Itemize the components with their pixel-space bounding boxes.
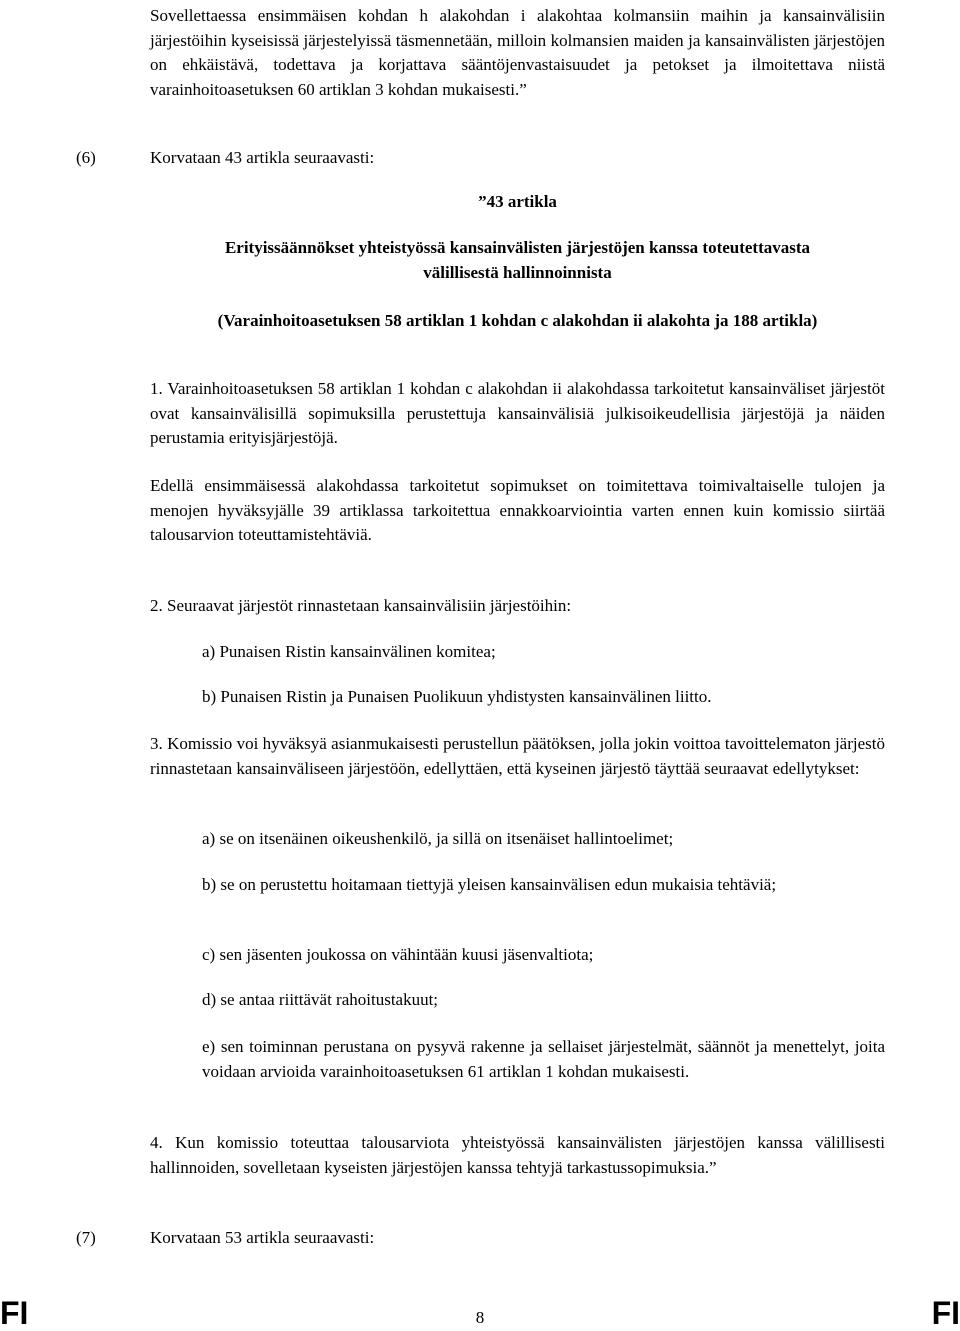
item-6-number: (6) (76, 148, 96, 167)
intro-paragraph: Sovellettaessa ensimmäisen kohdan h alakohdan i alakohtaa kolmansiin maihin ja kansainvälisiin järjestöihin kyseisissä järjestelyissä täsmennetään, milloin kolmansien maiden ja kansainvälisten järjestöjen on ehkäistävä, todettava ja korjattava sääntöjenvastaisuudet ja petokset ja ilmoitettava niistä varainhoitoasetuksen 60 artiklan 3 kohdan mukaisesti.” (150, 6, 885, 99)
paragraph-3-item-a: a) se on itsenäinen oikeushenkilö, ja sillä on itsenäiset hallintoelimet; (202, 829, 674, 848)
footer-language-left: FI (0, 1295, 29, 1331)
item-7-number: (7) (76, 1228, 96, 1247)
paragraph-1-second: Edellä ensimmäisessä alakohdassa tarkoitetut sopimukset on toimitettava toimivaltaiselle tulojen ja menojen hyväksyjälle 39 artiklassa tarkoitettua ennakkoarviointia varten ennen kuin komissio siirtää talousarvion toteuttamistehtäviä. (150, 476, 885, 544)
paragraph-3-item-d: d) se antaa riittävät rahoitustakuut; (202, 990, 439, 1009)
paragraph-3: 3. Komissio voi hyväksyä asianmukaisesti perustellun päätöksen, jolla jokin voittoa tavoittelematon järjestö rinnastetaan kansainväliseen järjestöön, edellyttäen, että kyseinen järjestö täyttää seuraavat edellytykset: (150, 734, 885, 778)
paragraph-3-item-c: c) sen jäsenten joukossa on vähintään kuusi jäsenvaltiota; (202, 945, 594, 964)
footer-language-right: FI (931, 1295, 960, 1331)
article-heading: ”43 artikla (478, 192, 557, 211)
paragraph-2-item-a: a) Punaisen Ristin kansainvälinen komitea; (202, 642, 496, 661)
paragraph-3-item-b: b) se on perustettu hoitamaan tiettyjä yleisen kansainvälisen edun mukaisia tehtäviä; (202, 875, 777, 894)
paragraph-3-item-e: e) sen toiminnan perustana on pysyvä rakenne ja sellaiset järjestelmät, säännöt ja menettelyt, joita voidaan arvioida varainhoitoasetuksen 61 artiklan 1 kohdan mukaisesti. (202, 1037, 885, 1081)
paragraph-2: 2. Seuraavat järjestöt rinnastetaan kansainvälisiin järjestöihin: (150, 596, 572, 615)
article-title: Erityissäännökset yhteistyössä kansainvälisten järjestöjen kanssa toteutettavasta välillisestä hallinnoinnista (224, 238, 811, 282)
paragraph-4: 4. Kun komissio toteuttaa talousarviota yhteistyössä kansainvälisten järjestöjen kanssa välillisesti hallinnoiden, sovelletaan kyseisten järjestöjen kanssa tehtyjä tarkastussopimuksia.” (150, 1133, 885, 1177)
item-6-text: Korvataan 43 artikla seuraavasti: (150, 148, 375, 167)
item-7-text: Korvataan 53 artikla seuraavasti: (150, 1228, 375, 1247)
article-subtitle: (Varainhoitoasetuksen 58 artiklan 1 kohdan c alakohdan ii alakohta ja 188 artikla) (217, 311, 818, 330)
paragraph-2-item-b: b) Punaisen Ristin ja Punaisen Puolikuun yhdistysten kansainvälinen liitto. (202, 687, 712, 706)
page-number: 8 (475, 1308, 485, 1327)
paragraph-1: 1. Varainhoitoasetuksen 58 artiklan 1 kohdan c alakohdan ii alakohdassa tarkoitetut kansainväliset järjestöt ovat kansainvälisillä sopimuksilla perustettuja kansainvälisiä julkisoikeudellisia järjestöjä ja näiden perustamia erityisjärjestöjä. (150, 379, 885, 447)
